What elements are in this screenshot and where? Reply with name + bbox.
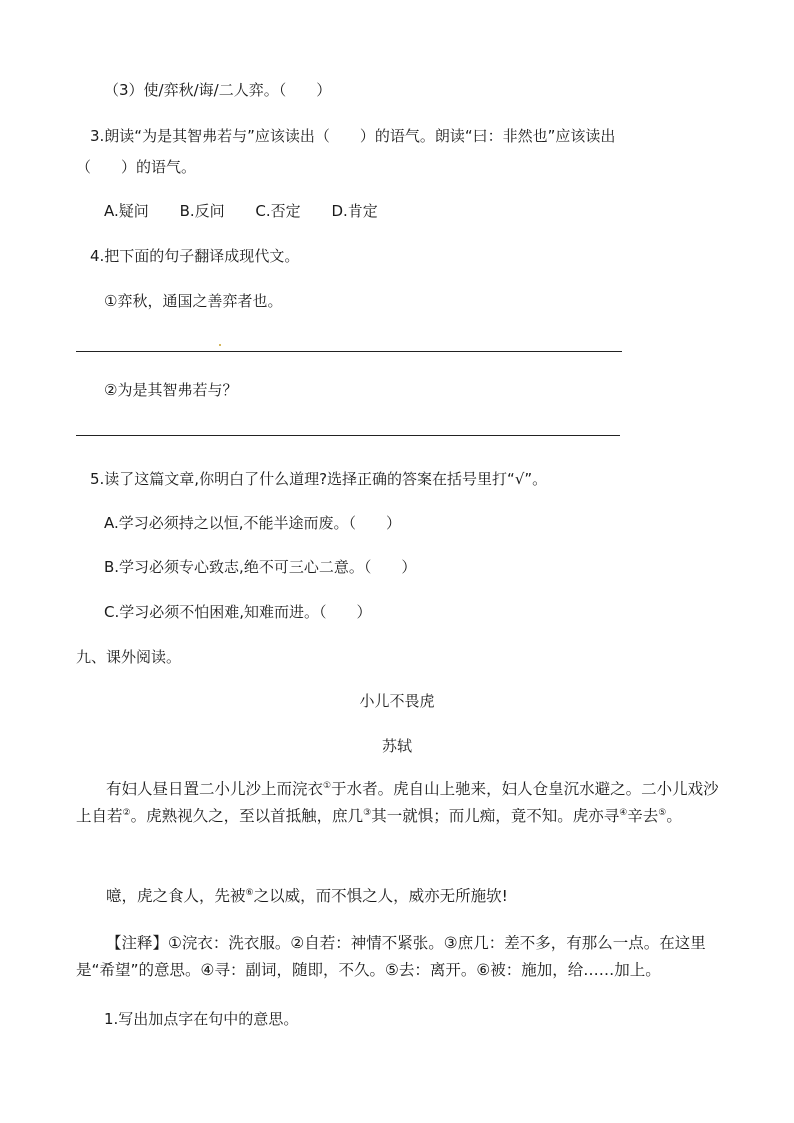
q5-option-c: C.学习必须不怕困难,知难而进。（ ） [104,603,372,621]
annotation-label: 【注释】 [106,934,169,952]
note-ref: ④ [619,807,628,818]
stray-mark [219,344,221,346]
note-ref: ⑥ [245,887,254,898]
q3-question-line2: （ ）的语气。 [76,158,197,176]
note-ref: ② [122,807,131,818]
option-b: B.反问 [179,202,225,220]
annotation-block [76,930,726,984]
q4-title: 4.把下面的句子翻译成现代文。 [90,247,300,265]
answer-line-2 [76,435,620,436]
passage-title: 小儿不畏虎 [359,692,435,710]
option-a: A.疑问 [104,202,149,220]
note-ref: ① [323,780,332,791]
q4-sentence-2: ②为是其智弗若与？ [104,381,238,399]
q8-item3: （3）使/弈秋/诲/二人弈。（ ） [104,81,332,99]
section-9-q1: 1.写出加点字在句中的意思。 [104,1010,299,1028]
option-c: C.否定 [255,202,301,220]
q3-question-line1: 3.朗读“为是其智弗若与”应该读出（ ）的语气。朗读“曰：非然也”应该读出 [90,127,616,145]
q5-option-a: A.学习必须持之以恒,不能半途而废。（ ） [104,514,402,532]
option-d: D.肯定 [331,202,378,220]
note-ref: ③ [363,807,372,818]
q5-title: 5.读了这篇文章,你明白了什么道理?选择正确的答案在括号里打“√”。 [90,470,548,488]
q4-sentence-1: ①弈秋，通国之善弈者也。 [104,292,283,310]
passage-paragraph-1: 有妇人昼日置二小儿沙上而浣衣①于水者。虎自山上驰来，妇人仓皇沉水避之。二小儿戏沙上自若②。虎熟视久之，至以首抵触，庶几③其一就惧；而儿痴，竟不知。虎亦寻④辛去⑤。 [76,780,719,825]
section-9-heading: 九、课外阅读。 [76,648,182,666]
q5-option-b: B.学习必须专心致志,绝不可三心二意。（ ） [104,558,417,576]
annotation-text: ①浣衣：洗衣服。②自若：神情不紧张。③庶几：差不多，有那么一点。在这里是“希望”的意思。④寻：副词，随即，不久。⑤去：离开。⑥被：施加，给……加上。 [76,934,706,979]
q3-options [104,201,404,221]
note-ref: ⑤ [658,807,667,818]
answer-line-1 [76,351,622,352]
passage-paragraph-2: 噫，虎之食人，先被⑥之以威，而不惧之人，威亦无所施欤! [106,887,508,905]
passage-author: 苏轼 [381,737,412,755]
